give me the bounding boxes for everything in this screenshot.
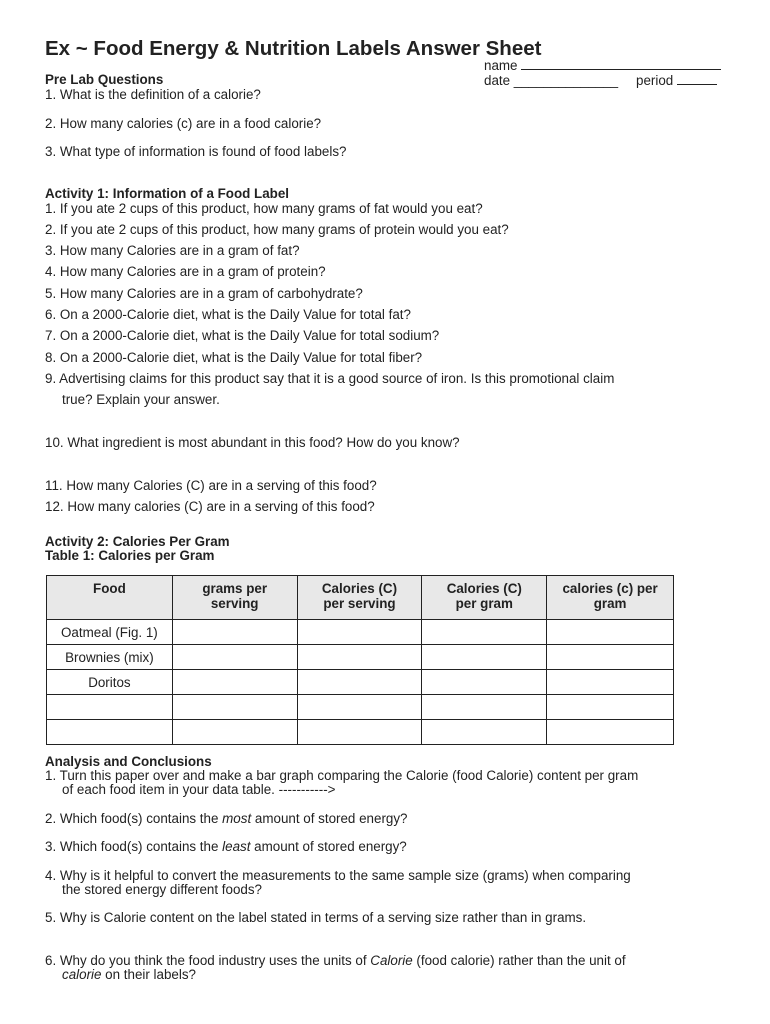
food-cell: Doritos xyxy=(47,670,173,695)
pre-lab-q2: 2. How many calories (c) are in a food calorie? xyxy=(45,116,322,131)
analysis-q4-cont: the stored energy different foods? xyxy=(62,882,263,897)
table-row xyxy=(47,670,674,695)
food-cell: Brownies (mix) xyxy=(47,645,173,670)
answer-cell[interactable] xyxy=(422,695,547,720)
analysis-heading: Analysis and Conclusions xyxy=(45,754,212,769)
answer-cell[interactable] xyxy=(422,645,547,670)
food-cell[interactable] xyxy=(47,720,173,745)
activity1-q9-cont: true? Explain your answer. xyxy=(62,392,220,407)
period-label: period xyxy=(636,73,674,88)
analysis-q3: 3. Which food(s) contains the least amount of stored energy? xyxy=(45,839,407,854)
analysis-q5: 5. Why is Calorie content on the label stated in terms of a serving size rather than in grams. xyxy=(45,910,587,925)
table-header-row xyxy=(47,576,674,620)
date-field[interactable] xyxy=(484,73,618,89)
activity1-q3: 3. How many Calories are in a gram of fat? xyxy=(45,243,300,258)
table-row xyxy=(47,645,674,670)
answer-cell[interactable] xyxy=(297,695,422,720)
answer-cell[interactable] xyxy=(297,720,422,745)
col-header-calories-per-serving: Calories (C) per serving xyxy=(297,576,422,620)
activity1-q11: 11. How many Calories (C) are in a serving of this food? xyxy=(45,478,377,493)
date-line: date ______________ xyxy=(484,73,619,88)
answer-cell[interactable] xyxy=(547,645,674,670)
period-underline xyxy=(677,73,717,85)
name-underline xyxy=(521,58,721,70)
answer-cell[interactable] xyxy=(172,670,297,695)
activity1-q5: 5. How many Calories are in a gram of carbohydrate? xyxy=(45,286,363,301)
activity1-q12: 12. How many calories (C) are in a serving of this food? xyxy=(45,499,375,514)
activity1-q4: 4. How many Calories are in a gram of protein? xyxy=(45,264,326,279)
page-title: Ex ~ Food Energy & Nutrition Labels Answer Sheet xyxy=(45,37,542,60)
activity1-q9: 9. Advertising claims for this product say that it is a good source of iron. Is this promotional claim xyxy=(45,371,615,386)
activity1-q8: 8. On a 2000-Calorie diet, what is the Daily Value for total fiber? xyxy=(45,350,423,365)
activity1-q2: 2. If you ate 2 cups of this product, how many grams of protein would you eat? xyxy=(45,222,509,237)
answer-cell[interactable] xyxy=(297,620,422,645)
activity1-q7: 7. On a 2000-Calorie diet, what is the Daily Value for total sodium? xyxy=(45,328,440,343)
col-header-grams-per-serving: grams per serving xyxy=(172,576,297,620)
answer-cell[interactable] xyxy=(422,620,547,645)
answer-cell[interactable] xyxy=(547,695,674,720)
col-header-small-calories-per-gram: calories (c) per gram xyxy=(547,576,674,620)
analysis-q2: 2. Which food(s) contains the most amount of stored energy? xyxy=(45,811,408,826)
activity1-q6: 6. On a 2000-Calorie diet, what is the Daily Value for total fat? xyxy=(45,307,411,322)
name-field[interactable] xyxy=(484,58,721,74)
activity1-heading: Activity 1: Information of a Food Label xyxy=(45,186,290,201)
analysis-q6: 6. Why do you think the food industry uses the units of Calorie (food calorie) rather than the unit of xyxy=(45,953,626,968)
answer-cell[interactable] xyxy=(547,670,674,695)
table-row xyxy=(47,620,674,645)
answer-cell[interactable] xyxy=(422,670,547,695)
pre-lab-q3: 3. What type of information is found of food labels? xyxy=(45,144,347,159)
activity1-q1: 1. If you ate 2 cups of this product, how many grams of fat would you eat? xyxy=(45,201,483,216)
calories-table xyxy=(46,575,674,745)
activity1-q10: 10. What ingredient is most abundant in this food? How do you know? xyxy=(45,435,460,450)
answer-cell[interactable] xyxy=(172,620,297,645)
answer-cell[interactable] xyxy=(547,620,674,645)
answer-cell[interactable] xyxy=(172,695,297,720)
answer-cell[interactable] xyxy=(172,720,297,745)
period-field[interactable] xyxy=(636,73,717,89)
answer-cell[interactable] xyxy=(422,720,547,745)
col-header-food: Food xyxy=(47,576,173,620)
answer-cell[interactable] xyxy=(297,670,422,695)
pre-lab-q1: 1. What is the definition of a calorie? xyxy=(45,87,261,102)
answer-cell[interactable] xyxy=(547,720,674,745)
table-row xyxy=(47,695,674,720)
food-cell[interactable] xyxy=(47,695,173,720)
table-title: Table 1: Calories per Gram xyxy=(45,548,215,563)
food-cell: Oatmeal (Fig. 1) xyxy=(47,620,173,645)
answer-cell[interactable] xyxy=(172,645,297,670)
name-label: name xyxy=(484,58,518,73)
activity2-heading: Activity 2: Calories Per Gram xyxy=(45,534,230,549)
analysis-q4: 4. Why is it helpful to convert the measurements to the same sample size (grams) when comparing xyxy=(45,868,631,883)
col-header-calories-per-gram: Calories (C) per gram xyxy=(422,576,547,620)
analysis-q6-cont: calorie on their labels? xyxy=(62,967,196,982)
pre-lab-heading: Pre Lab Questions xyxy=(45,72,164,87)
table-row xyxy=(47,720,674,745)
analysis-q1: 1. Turn this paper over and make a bar graph comparing the Calorie (food Calorie) content per gram xyxy=(45,768,639,783)
answer-cell[interactable] xyxy=(297,645,422,670)
analysis-q1-cont: of each food item in your data table. -----------> xyxy=(62,782,336,797)
